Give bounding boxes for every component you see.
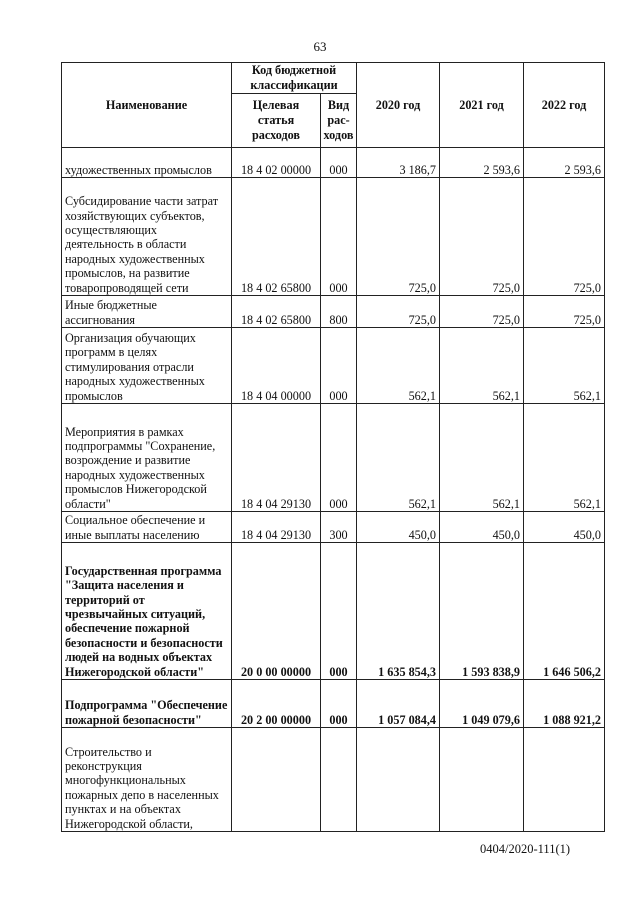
row-2021: 562,1 xyxy=(440,328,524,404)
row-code: 18 4 04 29130 xyxy=(232,512,321,543)
header-kbk: Код бюджетной классификации xyxy=(232,63,357,94)
row-name: художественных промыслов xyxy=(62,148,232,178)
row-code: 18 4 02 00000 xyxy=(232,148,321,178)
row-name: Мероприятия в рамках подпрограммы "Сохранение, возрождение и развитие народных художественных промыслов Нижегородской области" xyxy=(62,404,232,512)
row-2021: 725,0 xyxy=(440,296,524,328)
row-name: Субсидирование части затрат хозяйствующих субъектов, осуществляющих деятельность в области народных художественных промыслов, на развитие товаропроводящей сети xyxy=(62,178,232,296)
table-row-program xyxy=(62,543,605,680)
row-2020: 3 186,7 xyxy=(357,148,440,178)
row-type: 000 xyxy=(321,178,357,296)
header-2021: 2021 год xyxy=(440,63,524,148)
row-2020: 562,1 xyxy=(357,328,440,404)
row-2022: 562,1 xyxy=(524,404,605,512)
table-row-subprogram xyxy=(62,680,605,728)
row-2022: 450,0 xyxy=(524,512,605,543)
row-name: Социальное обеспечение и иные выплаты населению xyxy=(62,512,232,543)
row-type: 000 xyxy=(321,404,357,512)
row-2022: 1 646 506,2 xyxy=(524,543,605,680)
header-row-top xyxy=(62,63,605,94)
header-name: Наименование xyxy=(62,63,232,148)
row-2021: 1 593 838,9 xyxy=(440,543,524,680)
row-2020: 725,0 xyxy=(357,178,440,296)
table-row xyxy=(62,404,605,512)
row-2022: 725,0 xyxy=(524,296,605,328)
row-type: 000 xyxy=(321,680,357,728)
row-2022 xyxy=(524,728,605,832)
row-code xyxy=(232,728,321,832)
row-2021: 1 049 079,6 xyxy=(440,680,524,728)
row-2022: 2 593,6 xyxy=(524,148,605,178)
row-2021: 725,0 xyxy=(440,178,524,296)
table-row xyxy=(62,512,605,543)
header-type: Вид рас-ходов xyxy=(321,94,357,148)
header-target: Целевая статья расходов xyxy=(232,94,321,148)
row-type: 000 xyxy=(321,328,357,404)
table-row xyxy=(62,148,605,178)
row-2020: 562,1 xyxy=(357,404,440,512)
row-2021: 562,1 xyxy=(440,404,524,512)
row-code: 20 0 00 00000 xyxy=(232,543,321,680)
row-type xyxy=(321,728,357,832)
row-2020: 1 057 084,4 xyxy=(357,680,440,728)
row-2021: 2 593,6 xyxy=(440,148,524,178)
document-code: 0404/2020-111(1) xyxy=(480,842,571,856)
row-name: Строительство и реконструкция многофункциональных пожарных депо в населенных пунктах и на объектах Нижегородской области, xyxy=(62,728,232,832)
row-code: 20 2 00 00000 xyxy=(232,680,321,728)
header-2020: 2020 год xyxy=(357,63,440,148)
row-name: Государственная программа "Защита населения и территорий от чрезвычайных ситуаций, обеспечение пожарной безопасности и безопасности людей на водных объектах Нижегородской области" xyxy=(62,543,232,680)
row-2022: 725,0 xyxy=(524,178,605,296)
row-2021 xyxy=(440,728,524,832)
row-code: 18 4 02 65800 xyxy=(232,178,321,296)
row-code: 18 4 04 00000 xyxy=(232,328,321,404)
row-type: 000 xyxy=(321,148,357,178)
row-2020: 1 635 854,3 xyxy=(357,543,440,680)
page-number: 63 xyxy=(313,39,327,54)
row-2020: 450,0 xyxy=(357,512,440,543)
row-type: 300 xyxy=(321,512,357,543)
row-name: Иные бюджетные ассигнования xyxy=(62,296,232,328)
table-row xyxy=(62,728,605,832)
row-code: 18 4 02 65800 xyxy=(232,296,321,328)
row-type: 800 xyxy=(321,296,357,328)
row-2022: 1 088 921,2 xyxy=(524,680,605,728)
row-2020 xyxy=(357,728,440,832)
row-2022: 562,1 xyxy=(524,328,605,404)
row-type: 000 xyxy=(321,543,357,680)
row-name: Подпрограмма "Обеспечение пожарной безопасности" xyxy=(62,680,232,728)
row-code: 18 4 04 29130 xyxy=(232,404,321,512)
table-row xyxy=(62,178,605,296)
table-row xyxy=(62,296,605,328)
header-2022: 2022 год xyxy=(524,63,605,148)
row-2021: 450,0 xyxy=(440,512,524,543)
row-2020: 725,0 xyxy=(357,296,440,328)
budget-table xyxy=(61,62,605,832)
table-row xyxy=(62,328,605,404)
row-name: Организация обучающих программ в целях стимулирования отрасли народных художественных промыслов xyxy=(62,328,232,404)
